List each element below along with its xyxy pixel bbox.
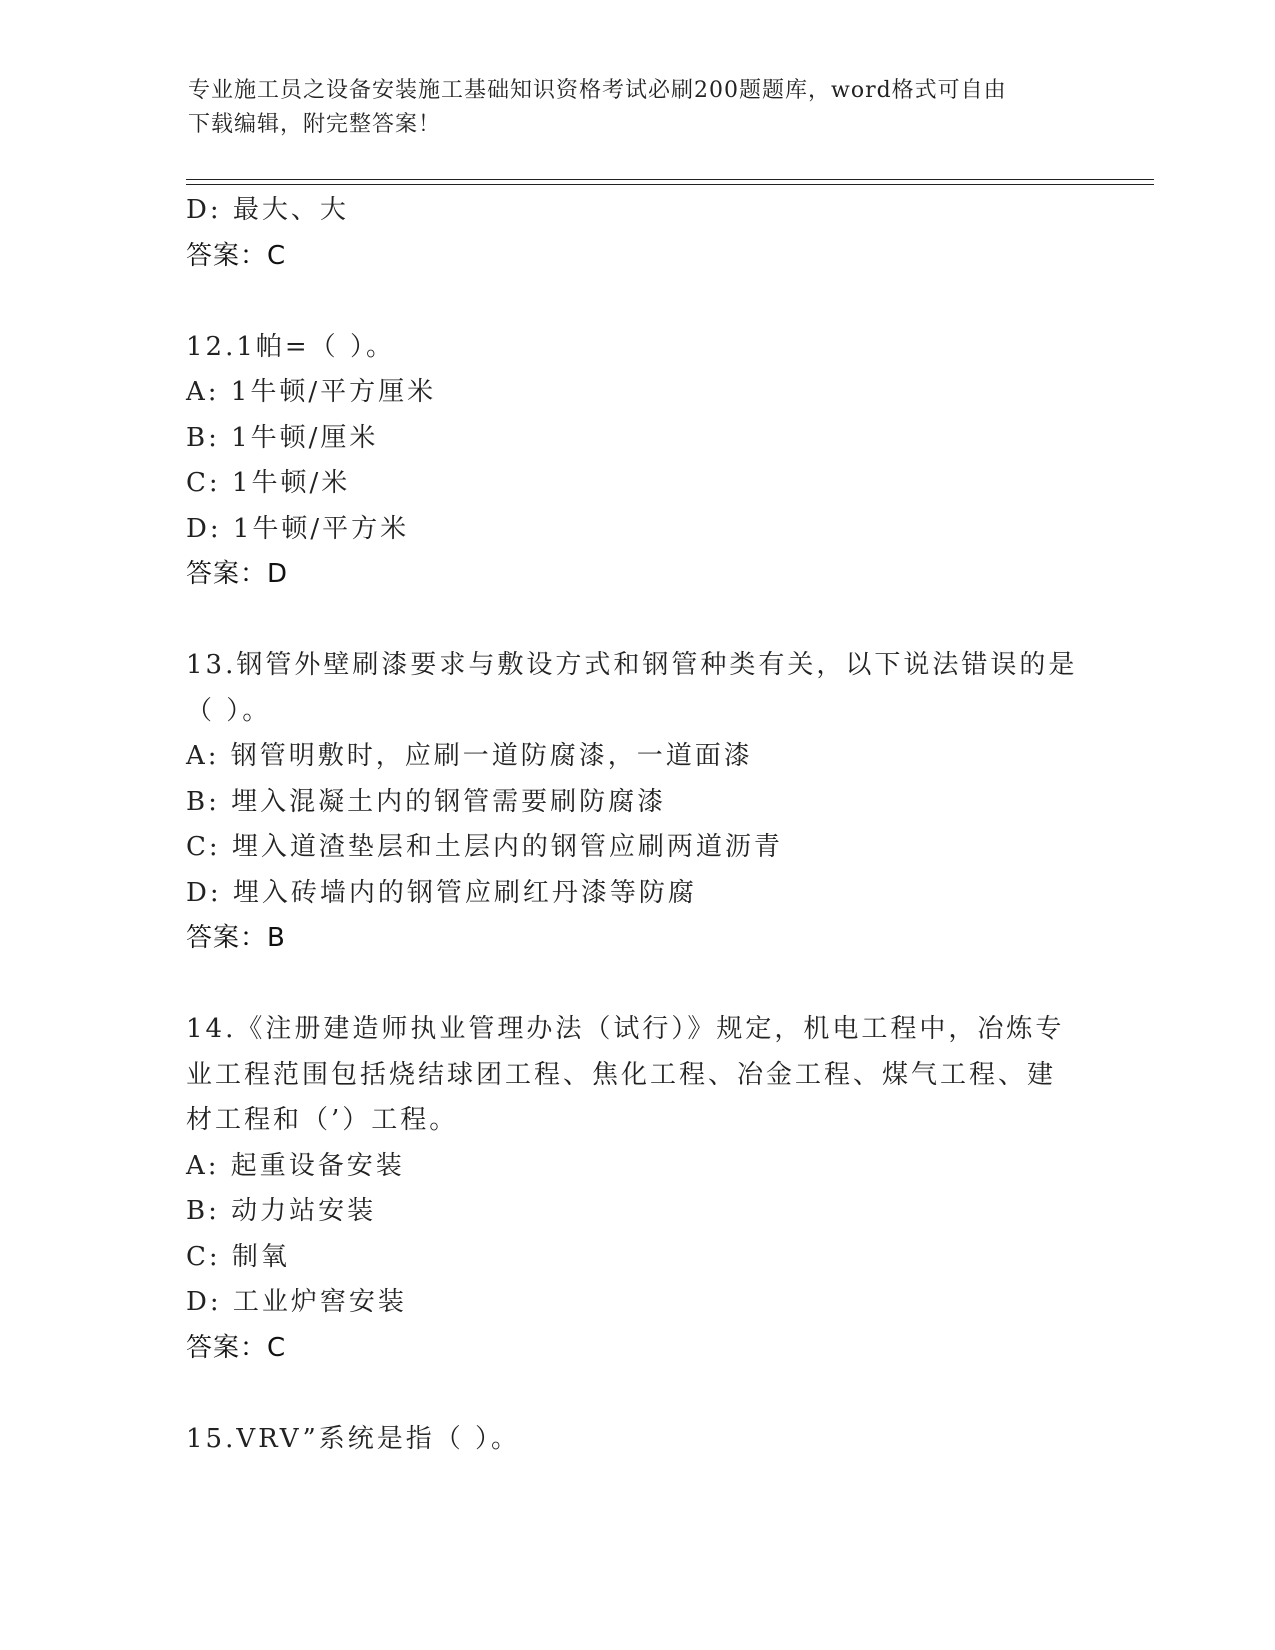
option-c: C: 1牛顿/米	[186, 468, 351, 498]
question-text: 业工程范围包括烧结球团工程、焦化工程、冶金工程、煤气工程、建	[186, 1059, 1057, 1090]
spacer	[186, 962, 1086, 1008]
question-text: 材工程和（’）工程。	[186, 1105, 459, 1135]
prev-answer: 答案：C	[186, 240, 287, 271]
option-b: B: 1牛顿/厘米	[186, 422, 379, 453]
header-rule-bottom	[186, 184, 1154, 185]
question-14	[186, 1007, 1086, 1371]
spacer	[186, 1371, 1086, 1417]
question-13	[186, 643, 1086, 962]
option-d: D: 埋入砖墙内的钢管应刷红丹漆等防腐	[186, 877, 697, 908]
question-text: 12.1帕=（ ）。	[186, 331, 395, 362]
question-15	[186, 1417, 1086, 1463]
document-header	[188, 74, 1088, 142]
option-a: A: 起重设备安装	[186, 1150, 405, 1181]
question-text: 13.钢管外壁刷漆要求与敷设方式和钢管种类有关，以下说法错误的是	[186, 650, 1078, 680]
answer: 答案：B	[186, 923, 286, 953]
option-d: D: 工业炉窖安装	[186, 1287, 407, 1317]
option-b: B: 埋入混凝土内的钢管需要刷防腐漆	[186, 786, 667, 817]
option-b: B: 动力站安装	[186, 1196, 377, 1226]
question-text: （ ）。	[186, 695, 272, 726]
option-c: C: 埋入道渣垫层和土层内的钢管应刷两道沥青	[186, 832, 783, 862]
option-a: A: 1牛顿/平方厘米	[186, 377, 437, 407]
spacer	[186, 598, 1086, 644]
prev-option-d: D: 最大、大	[186, 195, 349, 225]
answer: 答案：C	[186, 1332, 287, 1363]
spacer	[186, 279, 1086, 325]
question-text: 15.VRV”系统是指（ ）。	[186, 1423, 521, 1454]
question-list	[186, 188, 1086, 1462]
question-12	[186, 325, 1086, 598]
answer: 答案：D	[186, 559, 289, 589]
option-a: A: 钢管明敷时，应刷一道防腐漆，一道面漆	[186, 741, 753, 771]
header-line-1: 专业施工员之设备安装施工基础知识资格考试必刷200题题库，word格式可自由	[188, 78, 1007, 103]
header-rule-top	[186, 179, 1154, 180]
question-text: 14.《注册建造师执业管理办法（试行）》规定，机电工程中，冶炼专	[186, 1014, 1065, 1044]
option-d: D: 1牛顿/平方米	[186, 513, 410, 544]
option-c: C: 制氧	[186, 1241, 290, 1272]
header-line-2: 下载编辑，附完整答案！	[188, 112, 442, 137]
